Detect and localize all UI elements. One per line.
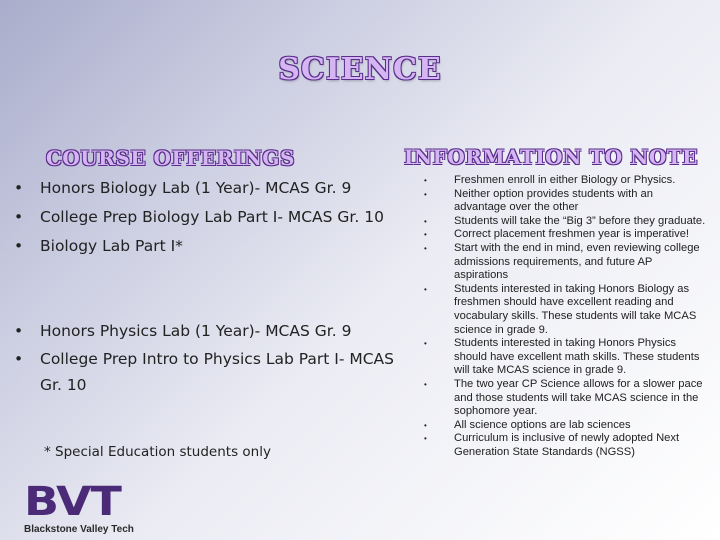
list-item: • Biology Lab Part I* — [14, 237, 183, 255]
list-item: • Honors Physics Lab (1 Year)- MCAS Gr. 9 — [14, 322, 352, 340]
list-item: • Students interested in taking Honors Physics should have excellent math skills. These students will take MCAS science in grade 9. — [424, 337, 700, 377]
list-item: • All science options are lab sciences — [424, 418, 631, 431]
course-label: Honors Biology Lab (1 Year)- MCAS Gr. 9 — [40, 179, 352, 197]
note-text: Freshmen enroll in either Biology or Physics. — [454, 174, 676, 186]
note-text: Start with the end in mind, even reviewing college admissions requirements, and future AP aspirations — [454, 241, 700, 282]
list-item: • Curriculum is inclusive of newly adopted Next Generation State Standards (NGSS) — [424, 432, 680, 458]
course-label: College Prep Intro to Physics Lab Part I- MCAS Gr. 10 — [40, 350, 394, 394]
note-text: Neither option provides students with an advantage over the other — [454, 187, 654, 214]
course-label: College Prep Biology Lab Part I- MCAS Gr. 10 — [40, 208, 384, 226]
special-education-footnote: * Special Education students only — [44, 444, 271, 460]
information-to-note-heading: INFORMATION TO NOTE — [404, 145, 698, 169]
note-text: Students interested in taking Honors Physics should have excellent math skills. These students will take MCAS science in grade 9. — [454, 337, 700, 377]
list-item: • Honors Biology Lab (1 Year)- MCAS Gr. 9 — [14, 179, 352, 197]
biology-course-list — [12, 174, 417, 261]
list-item: • Students will take the “Big 3” before they graduate. — [424, 214, 706, 227]
note-text: Students interested in taking Honors Biology as freshmen should have excellent reading and vocabulary skills. These students will take MCAS science in grade 9. — [454, 282, 697, 336]
logo-mark: BVT — [24, 479, 121, 525]
list-item: • Neither option provides students with an advantage over the other — [424, 187, 654, 214]
list-item: • Correct placement freshmen year is imperative! — [424, 228, 690, 241]
note-text: Curriculum is inclusive of newly adopted Next Generation State Standards (NGSS) — [454, 432, 680, 458]
note-text: Correct placement freshmen year is imperative! — [454, 228, 690, 241]
list-item: • Students interested in taking Honors Biology as freshmen should have excellent reading and vocabulary skills. These students will take MCAS science in grade 9. — [424, 282, 697, 336]
note-text: All science options are lab sciences — [454, 418, 631, 431]
list-item: • Freshmen enroll in either Biology or Physics. — [424, 174, 676, 186]
list-item: • The two year CP Science allows for a slower pace and those students will take MCAS science in the sophomore year. — [424, 377, 703, 418]
list-item: • College Prep Intro to Physics Lab Part I- MCAS Gr. 10 — [14, 350, 394, 394]
page-title: SCIENCE — [278, 52, 442, 87]
course-label: Biology Lab Part I* — [40, 237, 183, 255]
physics-course-list — [12, 317, 417, 398]
course-offerings-heading: COURSE OFFERINGS — [46, 146, 295, 170]
note-text: Students will take the “Big 3” before they graduate. — [454, 214, 706, 227]
bvt-logo — [24, 479, 154, 538]
information-list — [424, 174, 706, 459]
note-text: The two year CP Science allows for a slower pace and those students will take MCAS science in the sophomore year. — [454, 377, 703, 418]
course-label: Honors Physics Lab (1 Year)- MCAS Gr. 9 — [40, 322, 352, 340]
list-item: • College Prep Biology Lab Part I- MCAS Gr. 10 — [14, 208, 384, 226]
list-item: • Start with the end in mind, even reviewing college admissions requirements, and future AP aspirations — [424, 241, 700, 282]
logo-name: Blackstone Valley Tech — [24, 524, 134, 535]
